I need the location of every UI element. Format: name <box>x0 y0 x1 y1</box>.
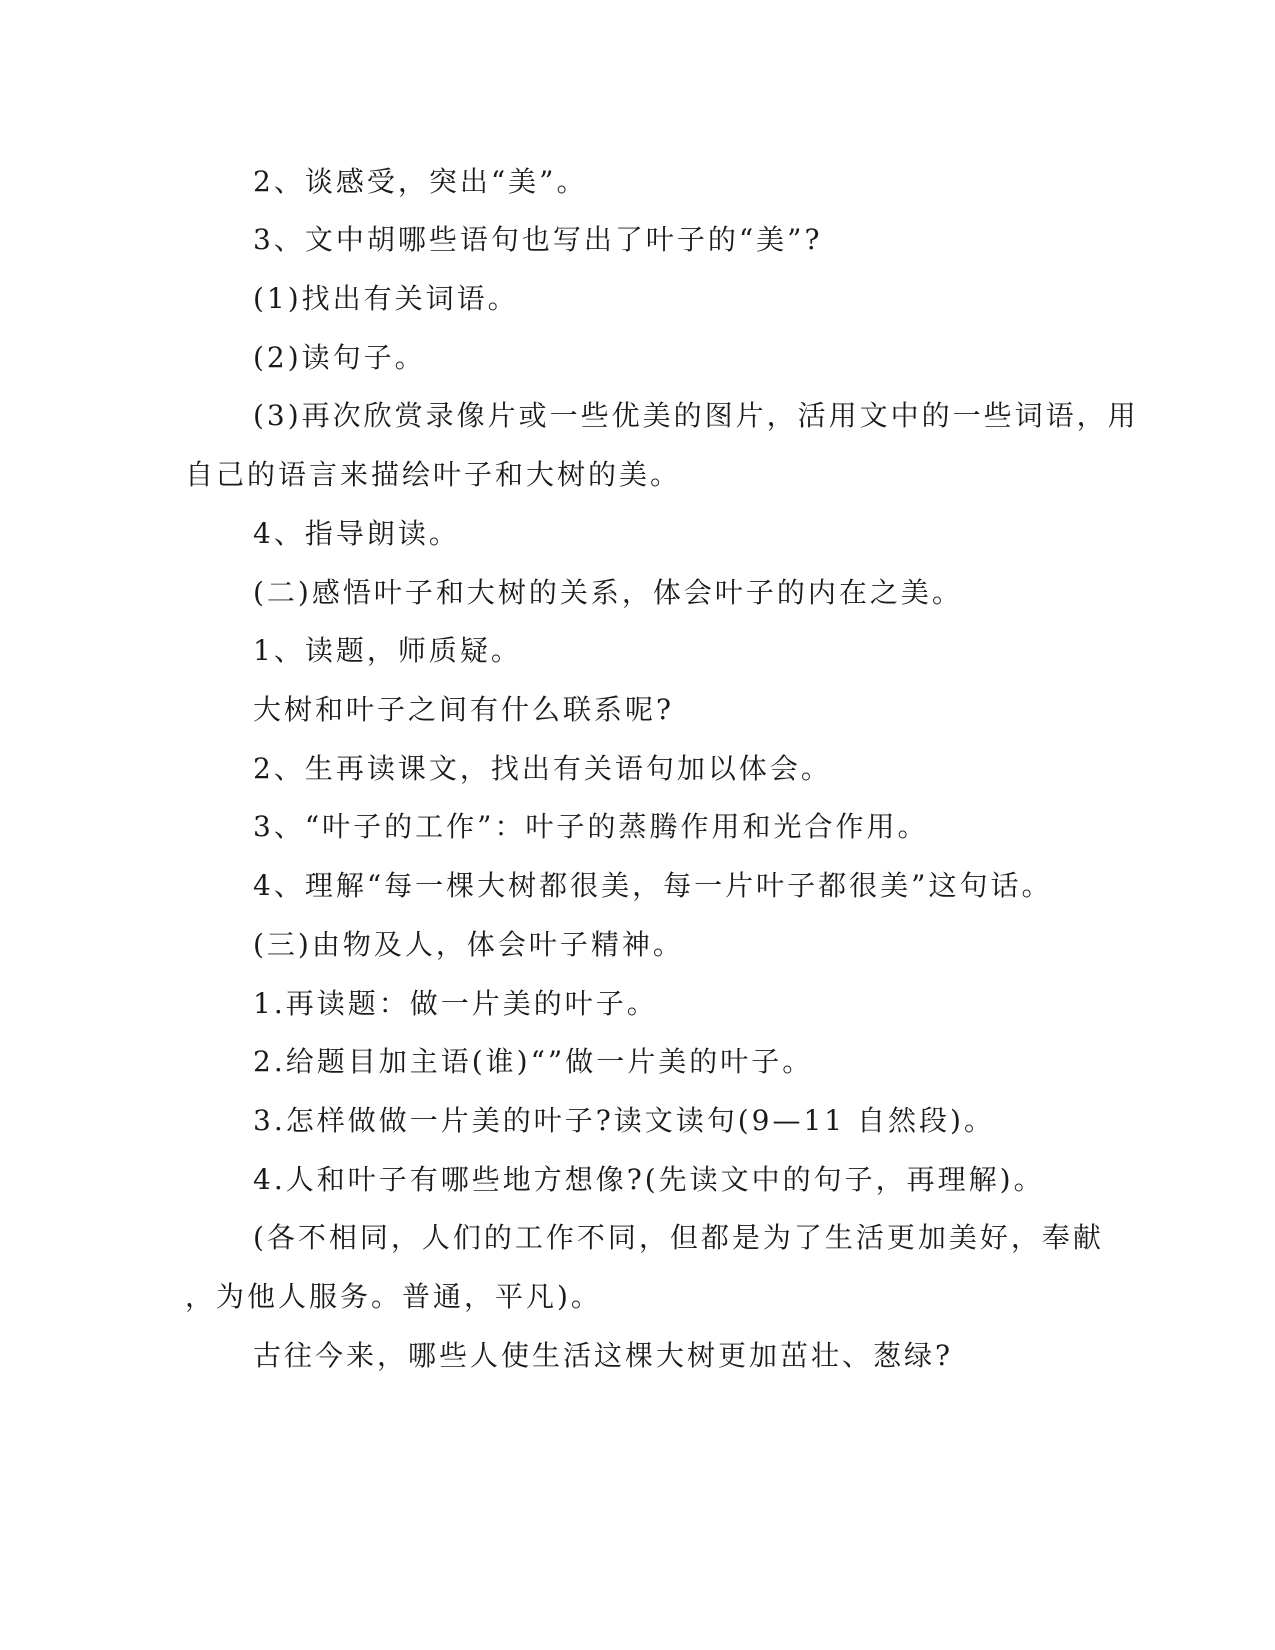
paragraph-line: 2、生再读课文，找出有关语句加以体会。 <box>253 752 832 785</box>
section-heading: (三)由物及人，体会叶子精神。 <box>253 928 684 961</box>
paragraph-line: 自己的语言来描绘叶子和大树的美。 <box>185 458 682 491</box>
paragraph-line: (各不相同，人们的工作不同，但都是为了生活更加美好，奉献 <box>253 1221 1104 1254</box>
paragraph-line: 大树和叶子之间有什么联系呢? <box>253 693 675 726</box>
paragraph-line: 4、指导朗读。 <box>253 517 460 550</box>
paragraph-line: 4、理解“每一棵大树都很美，每一片叶子都很美”这句话。 <box>253 869 1053 902</box>
paragraph-line: (1)找出有关词语。 <box>253 282 519 315</box>
paragraph-line: 1、读题，师质疑。 <box>253 634 522 667</box>
paragraph-line: 2、谈感受，突出“美”。 <box>253 165 588 198</box>
paragraph-line: (2)读句子。 <box>253 341 426 374</box>
paragraph-line: 1.再读题：做一片美的叶子。 <box>253 987 658 1020</box>
paragraph-line: ，为他人服务。普通，平凡)。 <box>185 1280 602 1313</box>
paragraph-line: 3、文中胡哪些语句也写出了叶子的“美”? <box>253 223 823 256</box>
paragraph-line: 4.人和叶子有哪些地方想像?(先读文中的句子，再理解)。 <box>253 1163 1045 1196</box>
paragraph-line: 3、“叶子的工作”：叶子的蒸腾作用和光合作用。 <box>253 810 929 843</box>
paragraph-line: 2.给题目加主语(谁)“”做一片美的叶子。 <box>253 1045 814 1078</box>
paragraph-line: 古往今来，哪些人使生活这棵大树更加茁壮、葱绿? <box>253 1339 954 1372</box>
paragraph-line: 3.怎样做做一片美的叶子?读文读句(9—11 自然段)。 <box>253 1104 995 1137</box>
section-heading: (二)感悟叶子和大树的关系，体会叶子的内在之美。 <box>253 576 963 609</box>
paragraph-line: (3)再次欣赏录像片或一些优美的图片，活用文中的一些词语，用 <box>253 399 1139 432</box>
